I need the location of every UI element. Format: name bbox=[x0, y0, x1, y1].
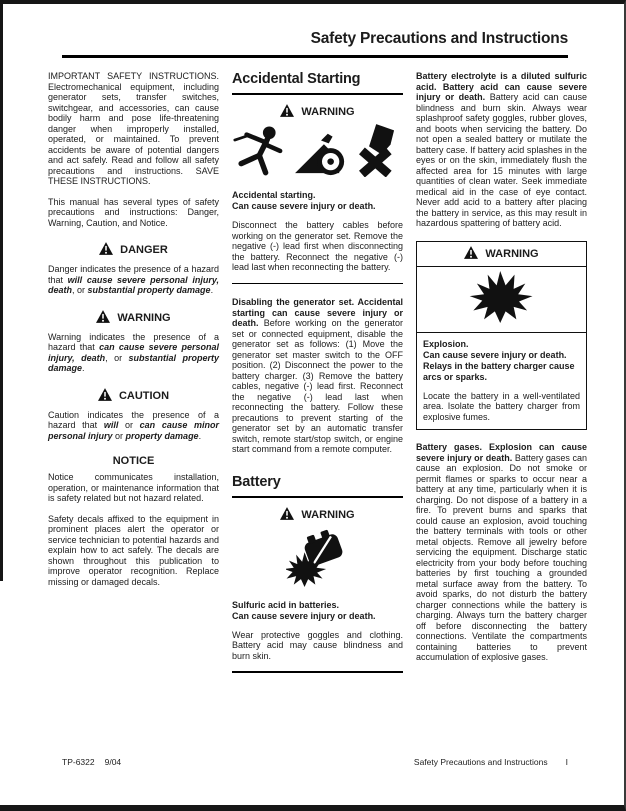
battery-electrolyte-paragraph: Battery electrolyte is a diluted sulfuric acid. Battery acid can cause severe injury or death. Battery acid can cause blindness and burn skin. Always wear splashproof safety goggles, rubber gloves, and boots when servicing the battery. Do not open a sealed battery or mutilate the battery case. If battery acid splashes in the eyes or on the skin, immediately flush the affected area for 15 minutes with large quantities of clean water. Seek immediate medical aid in the case of eye contact. Never add acid to a battery after placing the battery in service, as this may result in hazardous spattering of battery acid. bbox=[416, 71, 587, 228]
page-header bbox=[0, 4, 624, 58]
battery-acid-icon bbox=[286, 529, 350, 592]
caution-label: CAUTION bbox=[118, 389, 170, 402]
danger-description: Danger indicates the presence of a hazard that will cause severe personal injury, death, or substantial property damage. bbox=[48, 264, 220, 295]
warning-statement: Explosion. Can cause severe injury or death. Relays in the battery charger cause arcs or sparks. bbox=[423, 338, 575, 382]
document-number: TP-6322 bbox=[62, 757, 95, 767]
caution-description: Caution indicates the presence of a hazard that will or can cause minor personal injury or property damage. bbox=[48, 409, 220, 441]
section-rule bbox=[232, 93, 403, 95]
warning-label: WARNING bbox=[301, 106, 355, 118]
battery-title: Battery bbox=[232, 473, 281, 490]
caution-heading bbox=[48, 388, 219, 404]
column-1 bbox=[48, 71, 219, 673]
goggles-paragraph: Wear protective goggles and clothing. Battery acid may cause blindness and burn skin. bbox=[232, 629, 403, 661]
warning-label: WARNING bbox=[117, 311, 171, 324]
footer-document-info bbox=[62, 757, 131, 767]
disconnect-battery-paragraph: Disconnect the battery cables before working on the generator set. Remove the negative (-) lead first when disconnecting the battery. Reconnect the negative (-) lead last when reconnecting the battery. bbox=[232, 220, 403, 272]
warning-triangle-icon bbox=[464, 246, 478, 262]
warning-box-body bbox=[417, 333, 586, 430]
disabling-generator-paragraph: Disabling the generator set. Accidental starting can cause severe injury or death. Before working on the generator set or connected equipment, disable the generator set as follows: (1) Move the generator set master switch to the OFF position. (2) Disconnect the power to the battery charger. (3) Remove the battery cables, negative (-) lead first. Reconnect the negative (-) lead last when reconnecting the battery. Follow these precautions to prevent starting of the generator set by an automatic transfer switch, remote start/stop switch, or engine start command from a remote computer. bbox=[232, 297, 403, 454]
danger-label: DANGER bbox=[120, 244, 168, 256]
explosion-pictogram bbox=[417, 267, 586, 333]
danger-heading bbox=[48, 242, 219, 258]
warning-label: WARNING bbox=[301, 508, 355, 521]
warning-triangle-icon bbox=[280, 104, 294, 120]
section-rule bbox=[232, 496, 403, 498]
warning-heading bbox=[48, 310, 219, 326]
belt-pulley-icon bbox=[295, 127, 349, 182]
notice-description: Notice communicates installation, operation, or maintenance information that is safety related but not hazard related. bbox=[48, 472, 219, 503]
warning-block-heading bbox=[232, 104, 403, 120]
warning-statement: Sulfuric acid in batteries. Can cause severe injury or death. bbox=[232, 599, 376, 621]
warning-box-heading bbox=[417, 242, 586, 267]
explosion-warning-box bbox=[416, 241, 587, 431]
footer-section-title: Safety Precautions and Instructions bbox=[413, 757, 548, 767]
document-date: 9/04 bbox=[104, 757, 122, 767]
page-title: Safety Precautions and Instructions bbox=[310, 30, 568, 47]
warning-block-heading bbox=[232, 507, 403, 523]
warning-triangle-icon bbox=[96, 310, 110, 326]
warning-block-rule bbox=[232, 283, 403, 285]
ventilation-paragraph: Locate the battery in a well-ventilated area. Isolate the battery charger from explosive fumes. bbox=[423, 390, 580, 422]
notice-heading: NOTICE bbox=[112, 455, 155, 467]
battery-gases-paragraph: Battery gases. Explosion can cause severe injury or death. Battery gases can cause an explosion. Do not smoke or permit flames or sparks to occur near a battery at any time, particularly when it is charging. Do not dispose of a battery in a fire. To prevent burns and sparks that could cause an explosion, avoid touching the battery terminals with tools or other metal objects. Remove all jewelry before servicing the equipment. Discharge static electricity from your body before touching batteries by first touching a grounded metal surface away from the battery. To avoid sparks, do not disturb the battery charger connections while the battery is charging. Always turn the battery charger off before disconnecting the battery connections. Ventilate the compartments containing batteries to prevent accumulation of explosive gases. bbox=[416, 442, 587, 662]
column-3 bbox=[416, 71, 587, 673]
warning-triangle-icon bbox=[280, 507, 294, 523]
warning-block-rule bbox=[232, 671, 403, 673]
footer-section-info bbox=[414, 757, 568, 767]
accidental-starting-title: Accidental Starting bbox=[232, 71, 361, 87]
crush-hazard-icon bbox=[353, 123, 403, 182]
explosion-icon bbox=[466, 271, 538, 328]
warning-triangle-icon bbox=[99, 242, 113, 258]
falling-person-icon bbox=[233, 123, 291, 182]
accidental-start-pictograms bbox=[232, 126, 403, 182]
warning-statement: Accidental starting. Can cause severe injury or death. bbox=[232, 190, 376, 211]
safety-decals-paragraph: Safety decals affixed to the equipment in prominent places alert the operator or service technician to potential hazards and explain how to act safely. The decals are shown throughout this publication to improve operator recognition. Replace missing or damaged decals. bbox=[48, 513, 219, 587]
warning-label: WARNING bbox=[485, 247, 539, 260]
page-footer bbox=[62, 757, 568, 767]
column-2 bbox=[232, 71, 403, 673]
battery-pictogram bbox=[232, 529, 403, 592]
warning-triangle-icon bbox=[98, 388, 112, 404]
warning-description: Warning indicates the presence of a hazard that can cause severe personal injury, death, or substantial property damage. bbox=[48, 331, 219, 373]
content-columns bbox=[0, 58, 624, 673]
important-instructions-paragraph: IMPORTANT SAFETY INSTRUCTIONS. Electromechanical equipment, including generator sets, transfer switches, switchgear, and accessories, can cause bodily harm and pose life-threatening danger when improperly installed, operated, or maintained. To prevent accidents be aware of potential dangers and act safely. Read and follow all safety precautions and instructions. SAVE THESE INSTRUCTIONS. bbox=[48, 71, 219, 186]
manual-types-paragraph: This manual has several types of safety precautions and instructions: Danger, Warning, Caution, and Notice. bbox=[48, 196, 219, 228]
footer-page-number: I bbox=[565, 757, 568, 767]
